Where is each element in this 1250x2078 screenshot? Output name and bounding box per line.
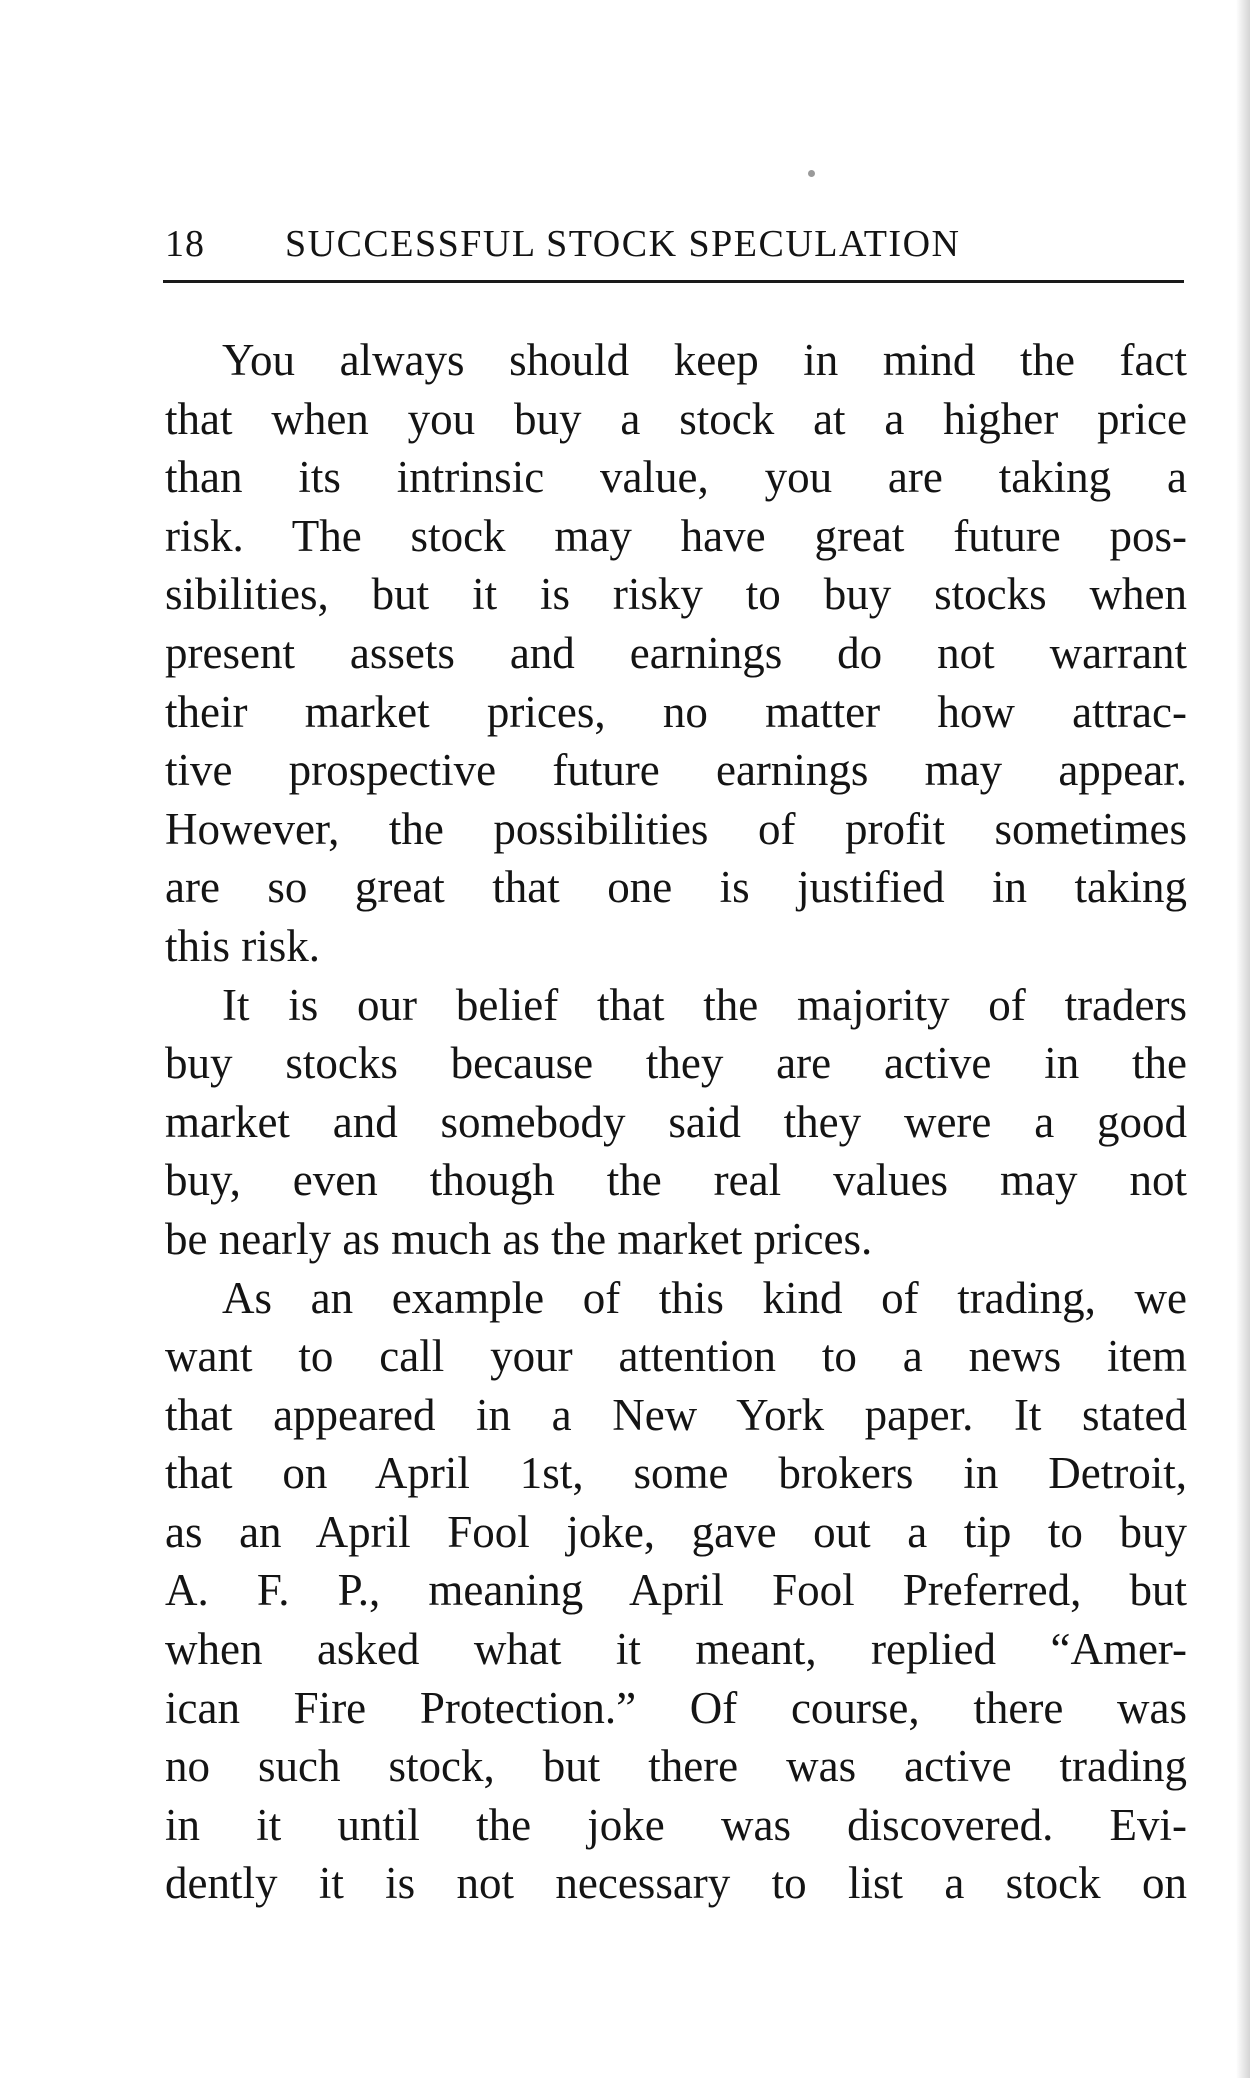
text-line: present assets and earnings do not warrant <box>165 627 1187 678</box>
text-line: dently it is not necessary to list a stock on <box>165 1858 1187 1909</box>
text-line: ican Fire Protection.” Of course, there was <box>165 1682 1187 1733</box>
text-line: As an example of this kind of trading, we <box>222 1272 1187 1323</box>
text-line: are so great that one is justified in taking <box>165 862 1187 913</box>
text-line: buy stocks because they are active in the <box>165 1038 1187 1089</box>
text-line: risk. The stock may have great future pos- <box>165 510 1187 561</box>
body-text <box>165 331 1187 1913</box>
text-line: buy, even though the real values may not <box>165 1155 1187 1206</box>
running-title: SUCCESSFUL STOCK SPECULATION <box>285 223 961 265</box>
text-line: tive prospective future earnings may appear. <box>165 745 1187 796</box>
text-line: than its intrinsic value, you are taking a <box>165 452 1187 503</box>
text-line: However, the possibilities of profit sometimes <box>165 803 1187 854</box>
text-line: You always should keep in mind the fact <box>222 335 1187 385</box>
text-line: that when you buy a stock at a higher price <box>165 393 1187 444</box>
text-line: sibilities, but it is risky to buy stocks when <box>165 569 1187 620</box>
text-line: this risk. <box>165 920 321 971</box>
text-line: that appeared in a New York paper. It stated <box>165 1389 1187 1440</box>
header-rule <box>163 280 1184 283</box>
ink-speck <box>808 170 815 177</box>
text-line: in it until the joke was discovered. Evi- <box>165 1799 1187 1850</box>
text-line: that on April 1st, some brokers in Detroit, <box>165 1448 1187 1499</box>
text-line: be nearly as much as the market prices. <box>165 1213 873 1264</box>
text-line: A. F. P., meaning April Fool Preferred, but <box>165 1565 1187 1616</box>
text-line: as an April Fool joke, gave out a tip to buy <box>165 1506 1187 1557</box>
page-edge-shadow <box>1236 0 1250 2078</box>
page-number: 18 <box>165 223 205 265</box>
page-header <box>165 222 1183 272</box>
text-line: their market prices, no matter how attrac- <box>165 686 1187 737</box>
text-line: want to call your attention to a news item <box>165 1331 1187 1382</box>
text-line: market and somebody said they were a good <box>165 1096 1187 1147</box>
text-line: when asked what it meant, replied “Amer- <box>165 1624 1187 1675</box>
text-line: It is our belief that the majority of traders <box>222 979 1187 1030</box>
text-line: no such stock, but there was active trading <box>165 1741 1187 1792</box>
